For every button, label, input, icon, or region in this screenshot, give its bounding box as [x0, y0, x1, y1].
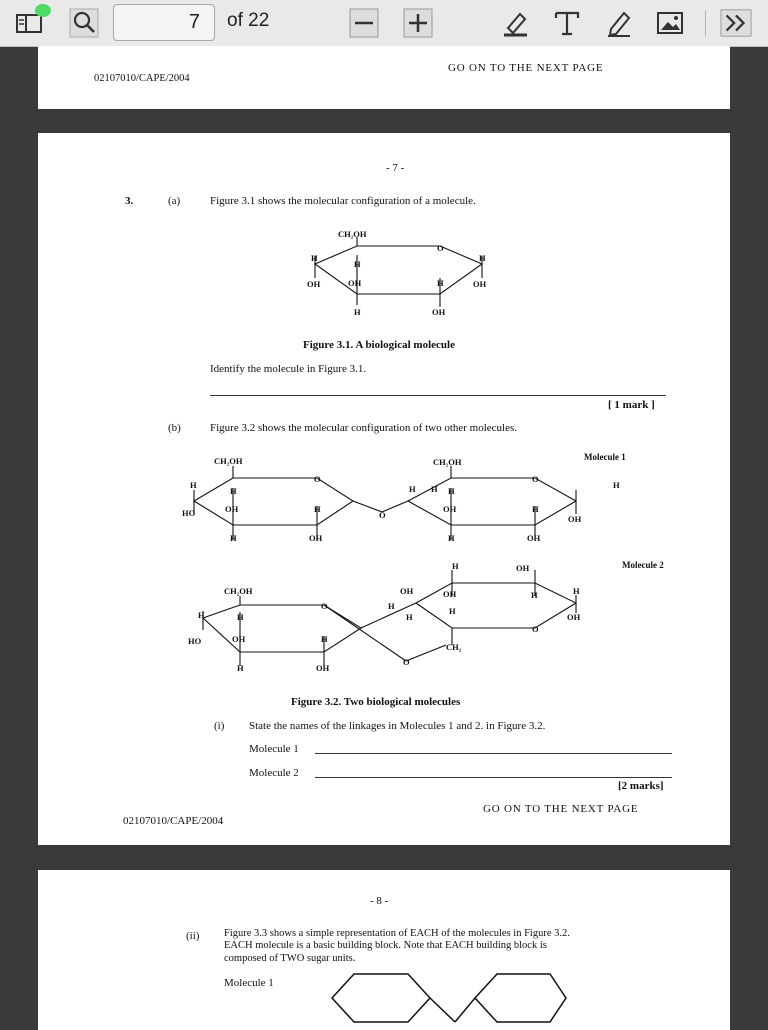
pdf-page-6	[38, 46, 730, 109]
oh-label: OH	[348, 278, 362, 288]
part-a-text: Figure 3.1 shows the molecular configuration of a molecule.	[210, 195, 476, 207]
h-label: H	[321, 634, 328, 644]
h-label: H	[354, 259, 361, 269]
toolbar-divider	[705, 10, 706, 36]
footer-code: 02107010/CAPE/2004	[123, 815, 224, 827]
h-label: H	[388, 601, 395, 611]
oh-label: OH	[516, 563, 530, 573]
h-label: H	[452, 561, 459, 571]
oh-label: OH	[232, 634, 246, 644]
h-label: H	[613, 480, 620, 490]
oxygen-label: O	[379, 510, 386, 520]
oh-label: OH	[316, 663, 330, 673]
h-label: H	[237, 612, 244, 622]
h-label: H	[190, 480, 197, 490]
h-label: H	[479, 253, 486, 263]
ho-label: HO	[182, 508, 196, 518]
h-label: H	[237, 663, 244, 673]
sub-ii-label: (ii)	[186, 930, 200, 942]
part-b-text: Figure 3.2 shows the molecular configuration of two other molecules.	[210, 422, 518, 434]
h-label: H	[230, 533, 237, 543]
answer-line-molecule-2[interactable]	[315, 777, 672, 778]
oxygen-label: O	[532, 624, 539, 634]
sub-i-text: State the names of the linkages in Molecules 1 and 2. in Figure 3.2.	[249, 720, 546, 732]
ch2oh-label: CH₂OH	[214, 456, 243, 466]
oh-label: OH	[473, 279, 487, 289]
h-label: H	[409, 484, 416, 494]
answer-line-a[interactable]	[210, 395, 666, 396]
oh-label: OH	[309, 533, 323, 543]
ho-label: HO	[188, 636, 202, 646]
h-label: H	[448, 486, 455, 496]
figure-3-1-caption: Figure 3.1. A biological molecule	[303, 339, 455, 351]
mark-label-a: [ 1 mark ]	[608, 399, 655, 411]
h-label: H	[406, 612, 413, 622]
pen-icon[interactable]	[603, 8, 635, 38]
oh-label: OH	[443, 589, 457, 599]
answer-label-molecule-2: Molecule 2	[249, 767, 299, 779]
go-on-text: GO ON TO THE NEXT PAGE	[483, 803, 639, 815]
oxygen-label: O	[321, 601, 328, 611]
zoom-out-icon[interactable]	[348, 8, 380, 38]
image-icon[interactable]	[654, 8, 686, 38]
sub-ii-line-2: EACH molecule is a basic building block. Note that EACH building block is	[224, 940, 547, 951]
oxygen-label: O	[437, 243, 444, 253]
ch2oh-label: CH₂OH	[433, 457, 462, 467]
search-icon[interactable]	[68, 8, 100, 38]
oxygen-label: O	[403, 657, 410, 667]
molecule-1-label: Molecule 1	[224, 977, 274, 989]
figure-3-1-molecule	[298, 223, 508, 318]
h-label: H	[314, 504, 321, 514]
oxygen-label: O	[314, 474, 321, 484]
h-label: H	[431, 484, 438, 494]
h-label: H	[311, 253, 318, 263]
highlighter-icon[interactable]	[499, 8, 531, 38]
molecule-2-label: Molecule 2	[622, 560, 664, 570]
zoom-in-icon[interactable]	[402, 8, 434, 38]
text-tool-icon[interactable]	[551, 8, 583, 38]
h-label: H	[573, 586, 580, 596]
mark-label-b: [2 marks]	[618, 780, 664, 792]
h-label: H	[449, 606, 456, 616]
h-label: H	[198, 610, 205, 620]
pdf-page-7	[38, 133, 730, 845]
molecule-1-label: Molecule 1	[584, 452, 626, 462]
h-label: H	[354, 307, 361, 317]
question-number: 3.	[125, 195, 134, 207]
page-count-label: of 22	[227, 10, 270, 31]
ch2oh-label: CH₂OH	[224, 586, 253, 596]
page-number-input[interactable]: 7	[113, 4, 215, 41]
oh-label: OH	[400, 586, 414, 596]
pdf-page-8	[38, 870, 730, 1030]
h-label: H	[448, 533, 455, 543]
toolbar	[0, 0, 768, 47]
oh-label: OH	[443, 504, 457, 514]
figure-3-2-molecule-2	[188, 558, 688, 678]
oxygen-label: O	[532, 474, 539, 484]
oh-label: OH	[527, 533, 541, 543]
next-icon[interactable]	[720, 8, 752, 38]
identify-text: Identify the molecule in Figure 3.1.	[210, 363, 367, 375]
oh-label: OH	[225, 504, 239, 514]
answer-label-molecule-1: Molecule 1	[249, 743, 299, 755]
oh-label: OH	[568, 514, 582, 524]
h-label: H	[230, 486, 237, 496]
oh-label: OH	[307, 279, 321, 289]
part-a-label: (a)	[168, 195, 181, 207]
sub-ii-line-3: composed of TWO sugar units.	[224, 953, 356, 964]
figure-3-3-molecule-1-blocks	[330, 970, 570, 1030]
notification-dot	[35, 4, 51, 17]
h-label: H	[531, 590, 538, 600]
page-number: - 7 -	[386, 162, 405, 174]
h-label: H	[437, 278, 444, 288]
figure-3-2-molecule-1	[178, 448, 688, 548]
oh-label: OH	[567, 612, 581, 622]
h-label: H	[532, 504, 539, 514]
sub-i-label: (i)	[214, 720, 225, 732]
ch2oh-label: CH₂OH	[338, 229, 367, 239]
footer-code: 02107010/CAPE/2004	[94, 73, 190, 84]
sub-ii-line-1: Figure 3.3 shows a simple representation of EACH of the molecules in Figure 3.2.	[224, 928, 570, 939]
go-on-text: GO ON TO THE NEXT PAGE	[448, 62, 604, 74]
figure-3-2-caption: Figure 3.2. Two biological molecules	[291, 696, 461, 708]
oh-label: OH	[432, 307, 446, 317]
answer-line-molecule-1[interactable]	[315, 753, 672, 754]
ch2-label: CH₂	[446, 642, 462, 652]
part-b-label: (b)	[168, 422, 181, 434]
page-number: - 8 -	[370, 895, 389, 907]
